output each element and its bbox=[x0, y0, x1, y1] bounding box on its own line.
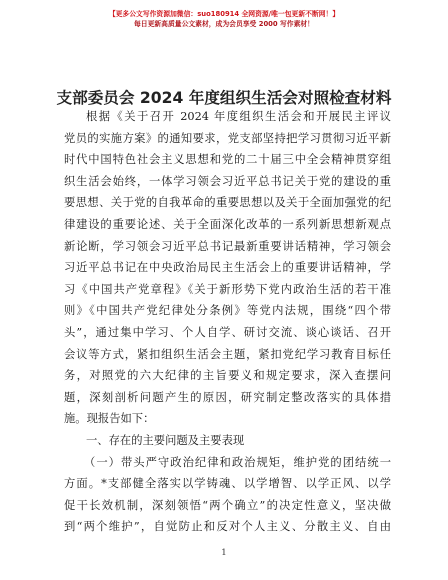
body-line: 习《中国共产党章程》《关于新形势下党内政治生活的若干准 bbox=[64, 282, 391, 296]
document-title: 支部委员会 2024 年度组织生活会对照检查材料 bbox=[56, 89, 392, 107]
body-line: 会议等方式，紧扣组织生活会主题，紧扣党纪学习教育目标任 bbox=[64, 347, 391, 361]
page-number: 1 bbox=[221, 548, 227, 558]
promo-banner-line-2: 每日更新高质量公文素材，成为会员享受 2000 写作素材！ bbox=[134, 20, 314, 28]
body-line: 新论断，学习领会习近平总书记最新重要讲话精神，学习领会 bbox=[64, 239, 391, 253]
body-line: 时代中国特色社会主义思想和党的二十届三中全会精神贯穿组 bbox=[64, 153, 391, 167]
body-line: 施。现报告如下： bbox=[64, 412, 155, 426]
body-line: 促干长效机制，深刻领悟“两个确立”的决定性意义，坚决做 bbox=[64, 498, 391, 512]
promo-banner-line-1: 【更多公文写作资源加微信：suo180914 全网资源/唯一包更新不断网！】 bbox=[108, 10, 340, 18]
body-line: 务，对照党的六大纪律的主旨要义和规定要求，深入查摆问 bbox=[64, 369, 391, 383]
body-line: 织生活会始终，一体学习领会习近平总书记关于党的建设的重 bbox=[64, 174, 391, 188]
promo-banner bbox=[0, 9, 448, 29]
body-line: 根据《关于召开 2024 年度组织生活会和开展民主评议 bbox=[86, 110, 391, 123]
body-line: （一）带头严守政治纪律和政治规矩，维护党的团结统一 bbox=[84, 455, 391, 469]
document-body bbox=[64, 106, 391, 538]
body-line: 党员的实施方案》的通知要求，党支部坚持把学习贯彻习近平新 bbox=[64, 131, 391, 145]
body-line: 习近平总书记在中央政治局民主生活会上的重要讲话精神，学 bbox=[64, 261, 391, 275]
body-line: 律建设的重要论述、关于全面深化改革的一系列新思想新观点 bbox=[64, 217, 391, 231]
section-heading: 一、存在的主要问题及主要表现 bbox=[86, 433, 245, 447]
body-line: 题，深刻剖析问题产生的原因，研究制定整改落实的具体措 bbox=[64, 390, 391, 404]
body-line: 方面。*支部健全落实以学铸魂、以学增智、以学正风、以学 bbox=[64, 477, 391, 491]
body-line: 头”，通过集中学习、个人自学、研讨交流、谈心谈话、召开 bbox=[64, 325, 391, 339]
body-line: 到“两个维护”，自觉防止和反对个人主义、分散主义、自由 bbox=[64, 520, 391, 534]
body-line: 则》《中国共产党纪律处分条例》等党内法规，围绕“四个带 bbox=[64, 304, 391, 318]
body-line: 要思想、关于党的自我革命的重要思想以及关于全面加强党的纪 bbox=[64, 196, 391, 210]
